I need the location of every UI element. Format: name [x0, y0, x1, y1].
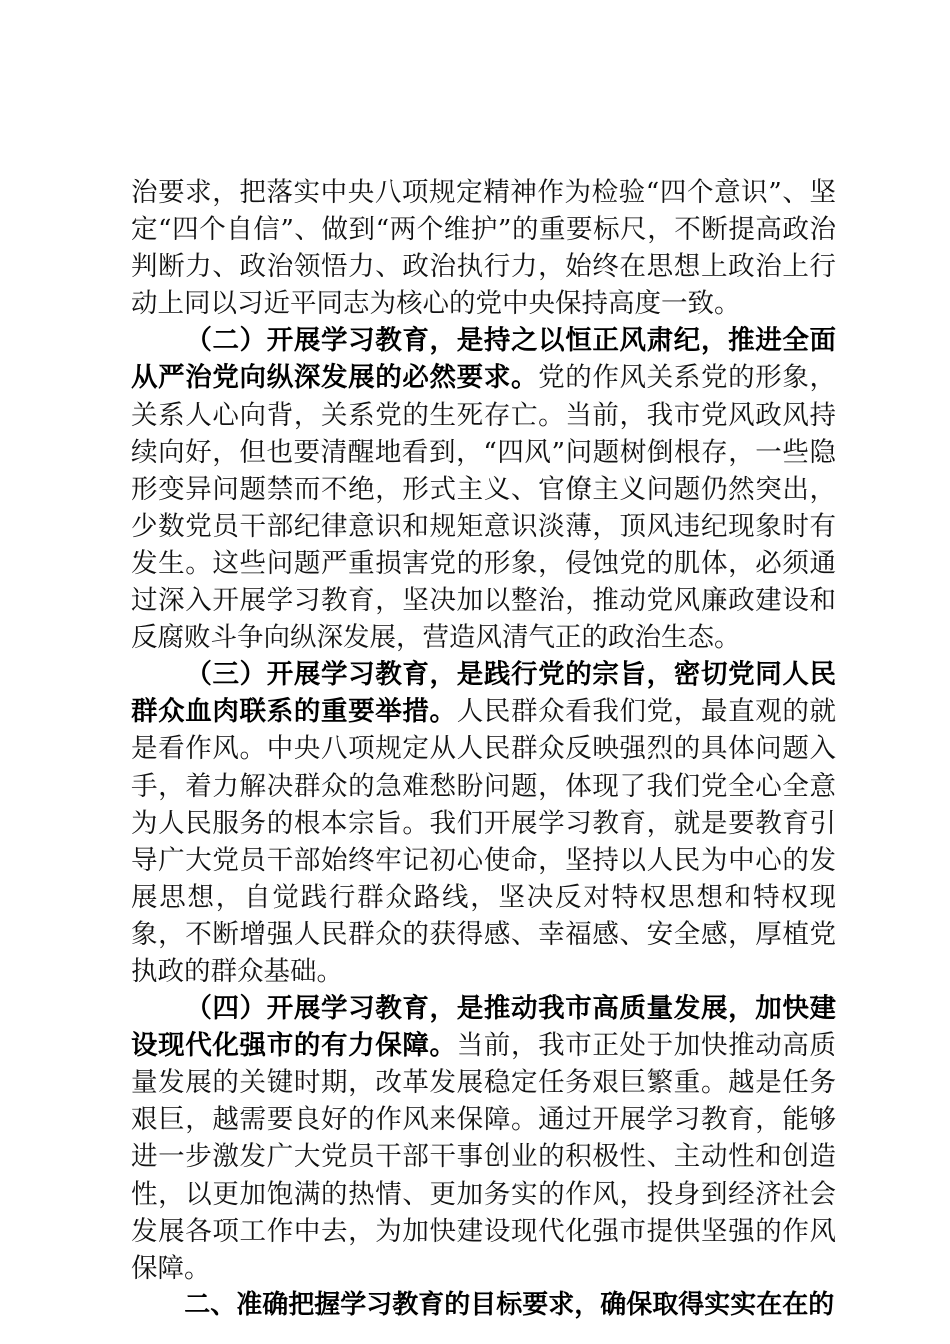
paragraph-4-lead: （四）开展学习教育，是推动我市高质量发展，加快建设现代化强市的有力保障。	[131, 993, 836, 1062]
paragraph-3-lead: （三）开展学习教育，是践行党的宗旨，密切党同人民群众血肉联系的重要举措。	[131, 659, 836, 728]
paragraph-1-body: 治要求，把落实中央八项规定精神作为检验“四个意识”、坚定“四个自信”、做到“两个维护”的重要标尺，不断提高政治判断力、政治领悟力、政治执行力，始终在思想上政治上行动上同以习近平同志为核心的党中央保持高度一致。	[131, 177, 836, 320]
paragraph-3-body: 人民群众看我们党，最直观的就是看作风。中央八项规定从人民群众反映强烈的具体问题入手，着力解决群众的急难愁盼问题，体现了我们党全心全意为人民服务的根本宗旨。我们开展学习教育，就是要教育引导广大党员干部始终牢记初心使命，坚持以人民为中心的发展思想，自觉践行群众路线，坚决反对特权思想和特权现象，不断增强人民群众的获得感、幸福感、安全感，厚植党执政的群众基础。	[131, 696, 837, 987]
paragraph-4	[131, 990, 836, 1287]
paragraph-1	[131, 174, 836, 322]
paragraph-2-body: 党的作风关系党的形象，关系人心向背，关系党的生死存亡。当前，我市党风政风持续向好，但也要清醒地看到，“四风”问题树倒根存，一些隐形变异问题禁而不绝，形式主义、官僚主义问题仍然突出，少数党员干部纪律意识和规矩意识淡薄，顶风违纪现象时有发生。这些问题严重损害党的形象，侵蚀党的肌体，必须通过深入开展学习教育，坚决加以整治，推动党风廉政建设和反腐败斗争向纵深发展，营造风清气正的政治生态。	[131, 362, 837, 654]
paragraph-2	[131, 322, 836, 656]
section-heading: 二、准确把握学习教育的目标要求，确保取得实实在在的	[184, 1289, 835, 1320]
paragraph-3	[131, 656, 836, 990]
document-page	[131, 174, 836, 1324]
paragraph-4-body: 当前，我市正处于加快推动高质量发展的关键时期，改革发展稳定任务艰巨繁重。越是任务艰巨，越需要良好的作风来保障。通过开展学习教育，能够进一步激发广大党员干部干事创业的积极性、主动性和创造性，以更加饱满的热情、更加务实的作风，投身到经济社会发展各项工作中去，为加快建设现代化强市提供坚强的作风保障。	[131, 1030, 837, 1284]
paragraph-2-lead: （二）开展学习教育，是持之以恒正风肃纪，推进全面从严治党向纵深发展的必然要求。	[131, 325, 836, 394]
